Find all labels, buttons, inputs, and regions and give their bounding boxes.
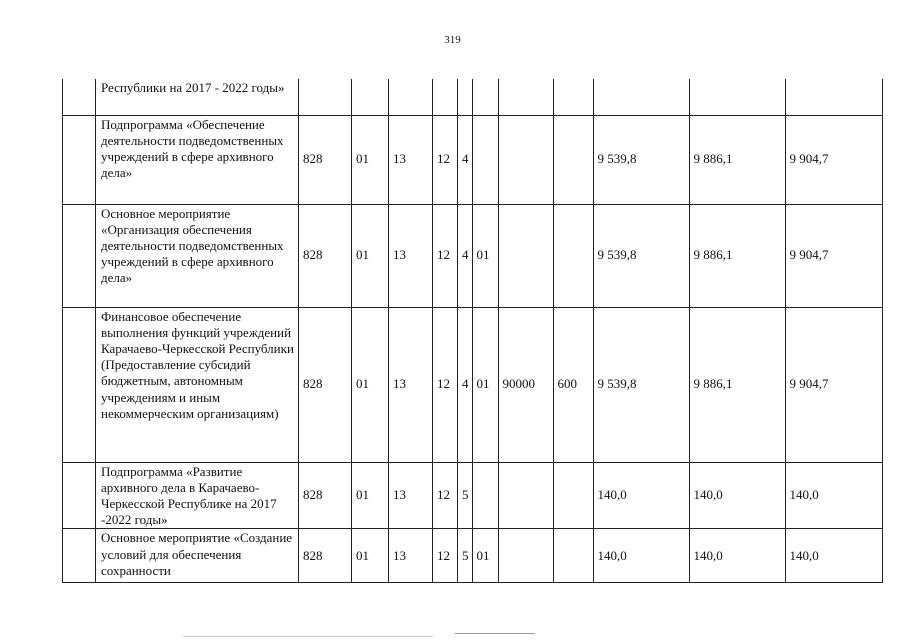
- table-row: [63, 529, 883, 583]
- cell-amount-1: 140,0: [593, 462, 689, 529]
- cell-ns: [498, 462, 553, 529]
- cell-amount-2: 9 886,1: [689, 204, 785, 307]
- cell-amount-1: 9 539,8: [593, 307, 689, 462]
- cell-name: Подпрограмма «Обеспечение деятельности подведомственных учреждений в сфере архивного дела»: [96, 115, 299, 204]
- cell-name: Основное мероприятие «Создание условий для обеспечения сохранности: [96, 529, 299, 583]
- cell-gp: 12: [433, 115, 458, 204]
- cell-rz: 01: [352, 115, 389, 204]
- cell-pp: 5: [458, 529, 473, 583]
- cell-om: [472, 115, 498, 204]
- cell-amount-3: 140,0: [785, 462, 882, 529]
- scan-artifact: [455, 633, 535, 634]
- empty-cell: [63, 529, 96, 583]
- cell-vr: 600: [553, 307, 593, 462]
- cell-gp: 12: [433, 529, 458, 583]
- cell-pr: [389, 79, 433, 115]
- scan-artifact: [183, 636, 433, 637]
- cell-ved: 828: [299, 307, 352, 462]
- table-row: [63, 307, 883, 462]
- empty-cell: [63, 115, 96, 204]
- cell-amount-2: 9 886,1: [689, 115, 785, 204]
- cell-amount-2: 140,0: [689, 529, 785, 583]
- cell-rz: [352, 79, 389, 115]
- cell-pr: 13: [389, 204, 433, 307]
- empty-cell: [63, 204, 96, 307]
- cell-pr: 13: [389, 307, 433, 462]
- cell-vr: [553, 79, 593, 115]
- cell-amount-3: [785, 79, 882, 115]
- cell-amount-2: [689, 79, 785, 115]
- cell-gp: 12: [433, 462, 458, 529]
- empty-cell: [63, 462, 96, 529]
- cell-ved: 828: [299, 204, 352, 307]
- cell-amount-1: 9 539,8: [593, 115, 689, 204]
- cell-amount-1: [593, 79, 689, 115]
- cell-amount-3: 9 904,7: [785, 204, 882, 307]
- page-number: 319: [444, 34, 461, 46]
- cell-ns: [498, 115, 553, 204]
- budget-table: [62, 79, 883, 583]
- cell-rz: 01: [352, 204, 389, 307]
- cell-amount-1: 140,0: [593, 529, 689, 583]
- cell-gp: 12: [433, 204, 458, 307]
- cell-ns: [498, 529, 553, 583]
- cell-pp: 4: [458, 307, 473, 462]
- cell-ved: 828: [299, 462, 352, 529]
- cell-ved: [299, 79, 352, 115]
- cell-rz: 01: [352, 462, 389, 529]
- cell-gp: [433, 79, 458, 115]
- cell-rz: 01: [352, 529, 389, 583]
- cell-name: Подпрограмма «Развитие архивного дела в Карачаево-Черкесской Республике на 2017 -2022 годы»: [96, 462, 299, 529]
- cell-amount-3: 9 904,7: [785, 307, 882, 462]
- cell-om: [472, 462, 498, 529]
- table-row: [63, 79, 883, 115]
- cell-amount-2: 9 886,1: [689, 307, 785, 462]
- cell-vr: [553, 204, 593, 307]
- cell-vr: [553, 529, 593, 583]
- cell-name: Финансовое обеспечение выполнения функций учреждений Карачаево-Черкесской Республики (Предоставление субсидий бюджетным, автономным учреждениям и иным некоммерческим организациям): [96, 307, 299, 462]
- table-body: [63, 79, 883, 583]
- cell-ns: 90000: [498, 307, 553, 462]
- cell-ved: 828: [299, 529, 352, 583]
- cell-amount-2: 140,0: [689, 462, 785, 529]
- cell-amount-1: 9 539,8: [593, 204, 689, 307]
- cell-vr: [553, 462, 593, 529]
- cell-om: 01: [472, 307, 498, 462]
- table-row: [63, 115, 883, 204]
- cell-ns: [498, 204, 553, 307]
- cell-rz: 01: [352, 307, 389, 462]
- cell-pp: 4: [458, 115, 473, 204]
- table-row: [63, 204, 883, 307]
- table-row: [63, 462, 883, 529]
- cell-ved: 828: [299, 115, 352, 204]
- cell-gp: 12: [433, 307, 458, 462]
- cell-name: Республики на 2017 - 2022 годы»: [96, 79, 299, 115]
- cell-pr: 13: [389, 462, 433, 529]
- cell-pp: 4: [458, 204, 473, 307]
- cell-om: [472, 79, 498, 115]
- cell-amount-3: 9 904,7: [785, 115, 882, 204]
- empty-cell: [63, 79, 96, 115]
- cell-pp: 5: [458, 462, 473, 529]
- cell-ns: [498, 79, 553, 115]
- empty-cell: [63, 307, 96, 462]
- cell-pr: 13: [389, 115, 433, 204]
- cell-om: 01: [472, 529, 498, 583]
- cell-om: 01: [472, 204, 498, 307]
- cell-pr: 13: [389, 529, 433, 583]
- cell-name: Основное мероприятие «Организация обеспечения деятельности подведомственных учреждений в сфере архивного дела»: [96, 204, 299, 307]
- cell-vr: [553, 115, 593, 204]
- cell-amount-3: 140,0: [785, 529, 882, 583]
- cell-pp: [458, 79, 473, 115]
